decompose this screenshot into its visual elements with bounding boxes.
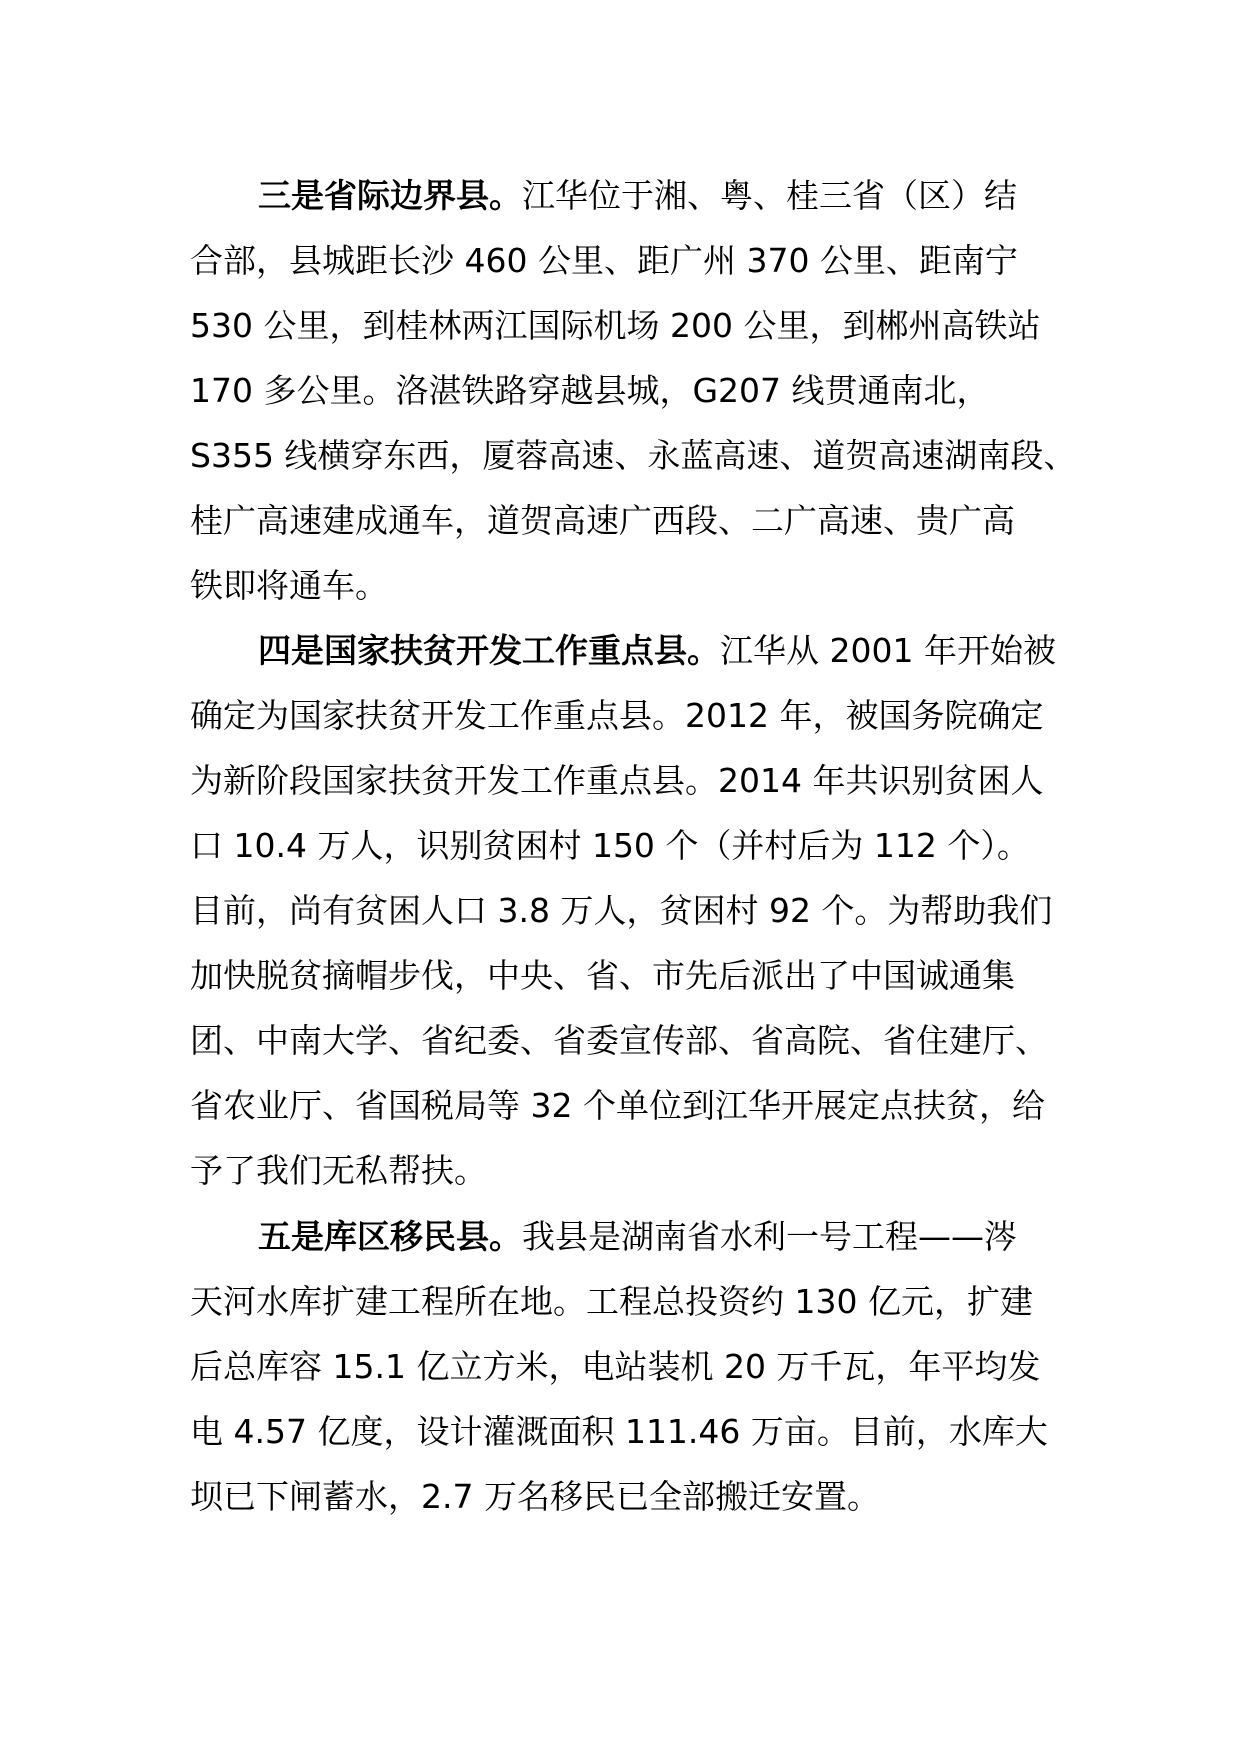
- paragraph-line: 后总库容 15.1 亿立方米，电站装机 20 万千瓦，年平均发: [190, 1347, 1041, 1386]
- paragraph-poverty-county: [190, 618, 1070, 1203]
- paragraph-line: 天河水库扩建工程所在地。工程总投资约 130 亿元，扩建: [190, 1282, 1033, 1321]
- paragraph-line: 电 4.57 亿度，设计灌溉面积 111.46 万亩。目前，水库大: [190, 1412, 1048, 1451]
- paragraph-line: 合部，县城距长沙 460 公里、距广州 370 公里、距南宁: [190, 241, 1018, 280]
- paragraph-line: 予了我们无私帮扶。: [190, 1151, 487, 1190]
- paragraph-reservoir-county: [190, 1204, 1070, 1529]
- paragraph-lead: 四是国家扶贫开发工作重点县。: [258, 631, 720, 670]
- paragraph-text: 江华从 2001 年开始被: [720, 631, 1056, 670]
- paragraph-line: 加快脱贫摘帽步伐，中央、省、市先后派出了中国诚通集: [190, 956, 1015, 995]
- paragraph-line: 目前，尚有贫困人口 3.8 万人，贫困村 92 个。为帮助我们: [190, 891, 1053, 930]
- paragraph-text: 江华位于湘、粤、桂三省（区）结: [522, 176, 1017, 215]
- paragraph-lead: 五是库区移民县。: [258, 1217, 522, 1256]
- paragraph-line: 省农业厅、省国税局等 32 个单位到江华开展定点扶贫，给: [190, 1086, 1045, 1125]
- paragraph-line: 口 10.4 万人，识别贫困村 150 个（并村后为 112 个）。: [190, 826, 1030, 865]
- paragraph-line: S355 线横穿东西，厦蓉高速、永蓝高速、道贺高速湖南段、: [190, 436, 1077, 475]
- paragraph-first-line: [190, 163, 1070, 228]
- paragraph-line: 170 多公里。洛湛铁路穿越县城，G207 线贯通南北，: [190, 371, 990, 410]
- paragraph-line: 530 公里，到桂林两江国际机场 200 公里，到郴州高铁站: [190, 306, 1041, 345]
- paragraph-lead: 三是省际边界县。: [258, 176, 522, 215]
- paragraph-line: 确定为国家扶贫开发工作重点县。2012 年，被国务院确定: [190, 696, 1044, 735]
- paragraph-text: 我县是湖南省水利一号工程——涔: [522, 1217, 1017, 1256]
- paragraph-line: 坝已下闸蓄水，2.7 万名移民已全部搬迁安置。: [190, 1477, 880, 1516]
- paragraph-line: 铁即将通车。: [190, 566, 388, 605]
- paragraph-border-county: [190, 163, 1077, 618]
- paragraph-first-line: [190, 618, 1070, 683]
- paragraph-first-line: [190, 1204, 1070, 1269]
- paragraph-line: 为新阶段国家扶贫开发工作重点县。2014 年共识别贫困人: [190, 761, 1044, 800]
- paragraph-line: 团、中南大学、省纪委、省委宣传部、省高院、省住建厅、: [190, 1021, 1048, 1060]
- paragraph-line: 桂广高速建成通车，道贺高速广西段、二广高速、贵广高: [190, 501, 1015, 540]
